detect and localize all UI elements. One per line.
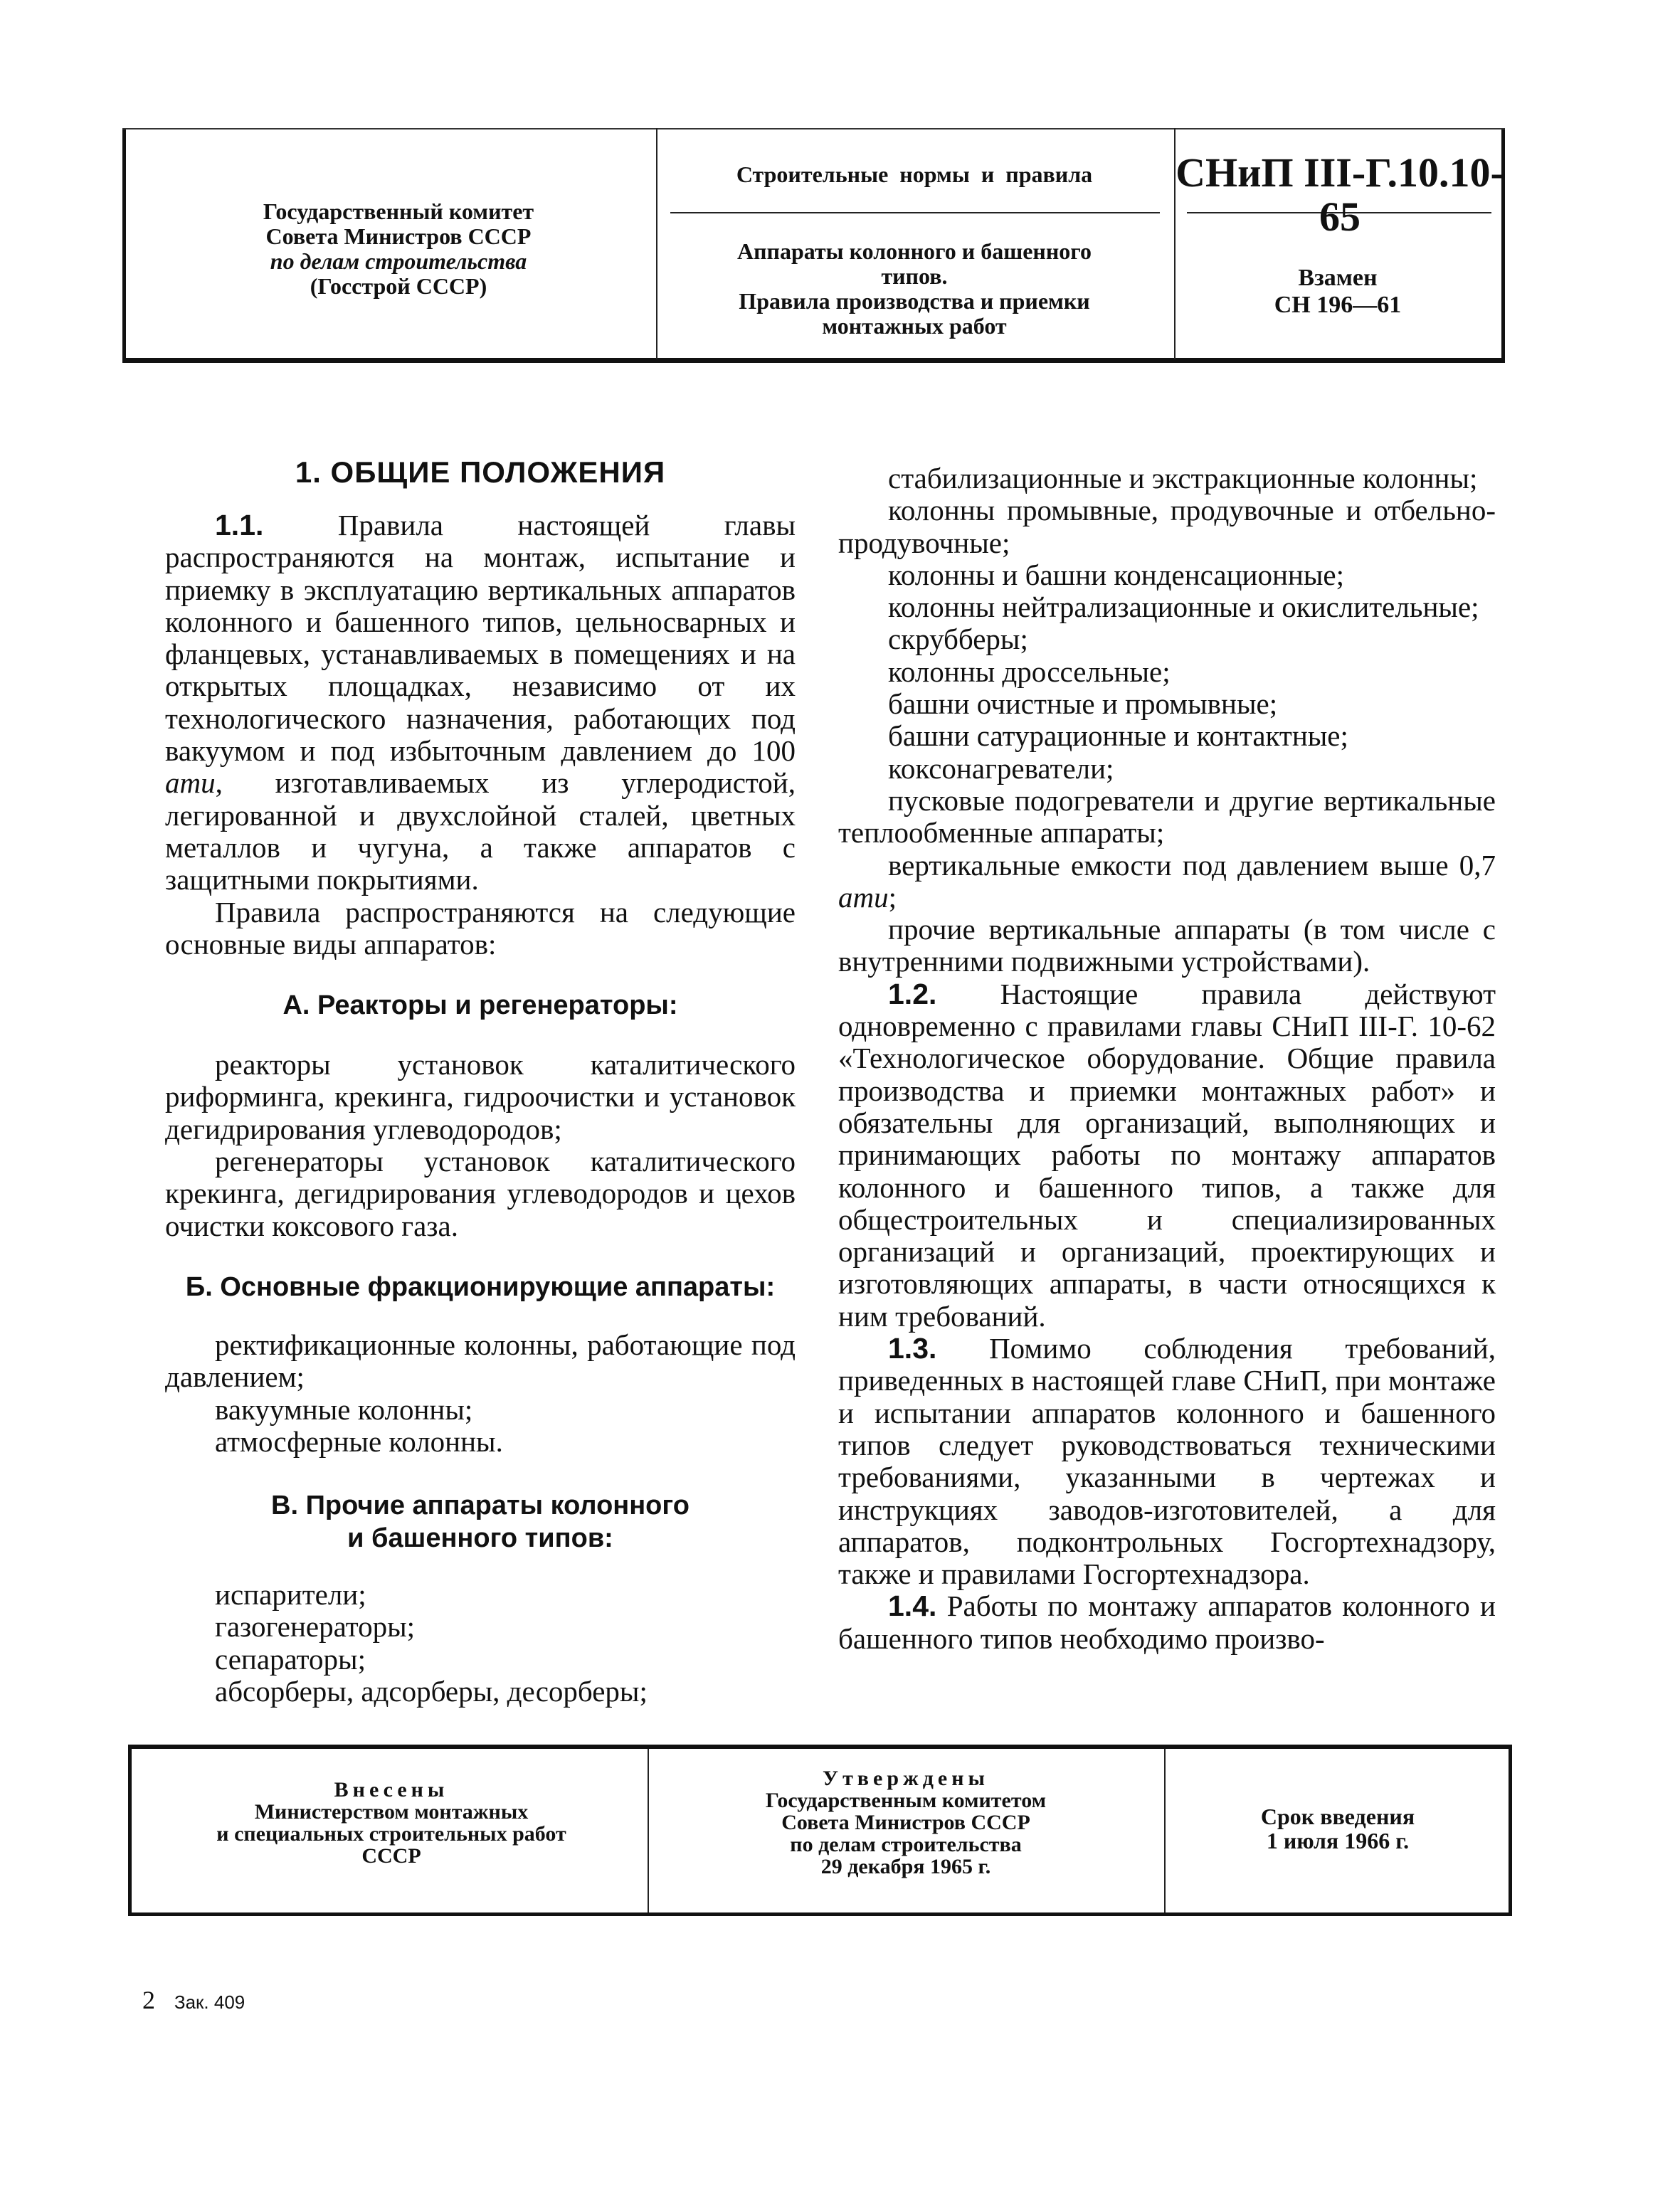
footer-line: 1 июля 1966 г. [1266, 1828, 1410, 1853]
footer-submitted [142, 1779, 640, 1867]
list-item: башни сатурационные и контактные; [888, 719, 1348, 753]
page-footer [142, 1985, 245, 2015]
footer-divider-1 [648, 1749, 649, 1912]
footer-line: и специальных строительных работ [216, 1822, 566, 1846]
list-item: стабилизационные и экстракционные колонны; [888, 462, 1478, 494]
footer-line: СССР [361, 1844, 421, 1868]
list-item: колонны и башни конденсационные; [888, 558, 1344, 591]
list-item-text: вертикальные емкости под давлением выше 0,7 [888, 848, 1496, 882]
paragraph-1-1 [165, 509, 796, 896]
list-item: прочие вертикальные аппараты (в том числе с внутренними подвижными устройствами). [838, 913, 1496, 978]
header-replaces [1181, 265, 1494, 319]
list-item: колонны дроссельные; [888, 655, 1171, 688]
replaces-code: СН 196—61 [1274, 292, 1402, 318]
subsection-v-title [165, 1489, 796, 1555]
header-title-line: Аппараты колонного и башенного [736, 238, 1092, 264]
right-column [838, 462, 1496, 1655]
paragraph-text: , изготавливаемых из углеродистой, легированной и двухслойной сталей, цветных металлов и чугуна, а также аппаратов с защитными покрытиями. [165, 766, 796, 896]
subsection-a-title: А. Реакторы и регенераторы: [282, 990, 678, 1021]
header-agency-line: (Госстрой СССР) [310, 273, 487, 299]
footer-divider-2 [1164, 1749, 1166, 1912]
header-bottom-rule [122, 358, 1505, 363]
paragraph-text: Помимо соблюдения требований, приведенных в настоящей главе СНиП, при монтаже и испытании аппаратов колонного и башенного типов следует руководствоваться техническими требованиями, указанными в чертежах и инструкциях заводов-изготовителей, а для аппаратов, подконтрольных Госгортехнадзору, также и правилами Госгортехнадзора. [838, 1332, 1496, 1591]
footer-line: 29 декабря 1965 г. [820, 1855, 991, 1878]
subsection-v-line: и башенного типов: [347, 1523, 613, 1554]
paragraph-text: Работы по монтажу аппаратов колонного и башенного типов необходимо произво- [838, 1589, 1496, 1655]
paragraph-number: 1.2. [888, 977, 937, 1010]
header-agency-line: по делам строительства [270, 248, 527, 274]
list-item: атмосферные колонны. [215, 1424, 503, 1458]
footer-top-rule [128, 1745, 1512, 1749]
doc-code: СНиП III-Г.10.10-65 [1176, 149, 1504, 240]
list-item: башни очистные и промывные; [888, 687, 1278, 721]
paragraph-number: 1.3. [888, 1332, 937, 1365]
list-item: вакуумные колонны; [215, 1392, 473, 1426]
order-number: Зак. 409 [174, 1991, 245, 2013]
footer-approved-title: Утверждены [823, 1767, 989, 1790]
list-item: коксонагреватели; [888, 751, 1114, 785]
list-item: пусковые подогреватели и другие вертикальные теплообменные аппараты; [838, 783, 1496, 850]
footer-line: Министерством монтажных [254, 1800, 529, 1824]
header-title-line: Правила производства и приемки [739, 288, 1090, 314]
footer-line: Срок введения [1260, 1804, 1415, 1829]
header-top-rule [122, 128, 1505, 129]
list-item: колонны промывные, продувочные и отбельно-продувочные; [838, 494, 1496, 559]
paragraph-1-4 [838, 1590, 1496, 1655]
list-item: регенераторы установок каталитического крекинга, дегидрирования углеводородов и цехов очистки коксового газа. [165, 1145, 796, 1242]
header-title-line: типов. [881, 263, 948, 289]
paragraph-number: 1.1. [215, 509, 264, 541]
header-title-line: монтажных работ [822, 313, 1007, 339]
list-item: испарители; [215, 1578, 366, 1612]
left-column [165, 455, 796, 1708]
section-title: 1. ОБЩИЕ ПОЛОЖЕНИЯ [295, 455, 666, 489]
footer-line: Совета Министров СССР [781, 1811, 1030, 1834]
paragraph-1-3 [838, 1333, 1496, 1590]
paragraph-number: 1.4. [888, 1589, 937, 1623]
list-item: реакторы установок каталитического риформинга, крекинга, гидроочистки и установок дегидрирования углеводородов; [165, 1048, 796, 1146]
header-doc-title [669, 239, 1160, 339]
unit-text: ати [165, 766, 216, 800]
unit-text: ати [838, 880, 889, 914]
footer-effective-date [1174, 1804, 1501, 1853]
footer-line: по делам строительства [790, 1833, 1022, 1856]
list-item: скрубберы; [888, 623, 1028, 656]
header-agency [171, 199, 626, 299]
paragraph-1-2 [838, 978, 1496, 1333]
header-divider-1 [656, 128, 657, 359]
header-agency-line: Совета Министров СССР [265, 223, 532, 249]
header-agency-line: Государственный комитет [263, 199, 534, 224]
page-number: 2 [142, 1986, 155, 2014]
list-item: ректификационные колонны, работающие под давлением; [165, 1328, 796, 1394]
footer-bottom-rule [128, 1912, 1512, 1916]
list-item: сепараторы; [215, 1642, 366, 1676]
list-item: колонны нейтрализационные и окислительные; [888, 591, 1479, 624]
paragraph-text: Настоящие правила действуют одновременно с правилами главы СНиП III-Г. 10-62 «Технологическое оборудование. Общие правила производства и приемки монтажных работ» и обязательны для организаций, выполняющих и принимающих работы по монтажу аппаратов колонного и башенного типов, а также для общестроительных и специализированных организаций и организаций, проектирующих и изготовляющих аппараты, в части относящихся к ним требований. [838, 977, 1496, 1333]
subsection-v-line: В. Прочие аппараты колонного [271, 1491, 690, 1521]
header-doc-type: Строительные нормы и правила [736, 162, 1093, 187]
subsection-b-title: Б. Основные фракционирующие аппараты: [185, 1271, 776, 1302]
footer-line: Государственным комитетом [765, 1789, 1047, 1812]
footer-approved [655, 1767, 1157, 1878]
paragraph-types: Правила распространяются на следующие основные виды аппаратов: [165, 895, 796, 961]
list-item: газогенераторы; [215, 1610, 416, 1644]
footer-submitted-title: Внесены [334, 1778, 449, 1802]
header-center-rule [670, 212, 1160, 213]
paragraph-text: Правила настоящей главы распространяются на монтаж, испытание и приемку в эксплуатацию вертикальных аппаратов колонного и башенного типов, цельносварных и фланцевых, устанавливаемых в помещениях и на открытых площадках, независимо от их технологического назначения, работающих под вакуумом и под избыточным давлением до 100 [165, 509, 796, 768]
list-item: абсорберы, адсорберы, десорберы; [215, 1675, 648, 1708]
list-item: вертикальные емкости под давлением выше 0,7 ати; [838, 848, 1496, 914]
replaces-label: Взамен [1298, 265, 1378, 291]
